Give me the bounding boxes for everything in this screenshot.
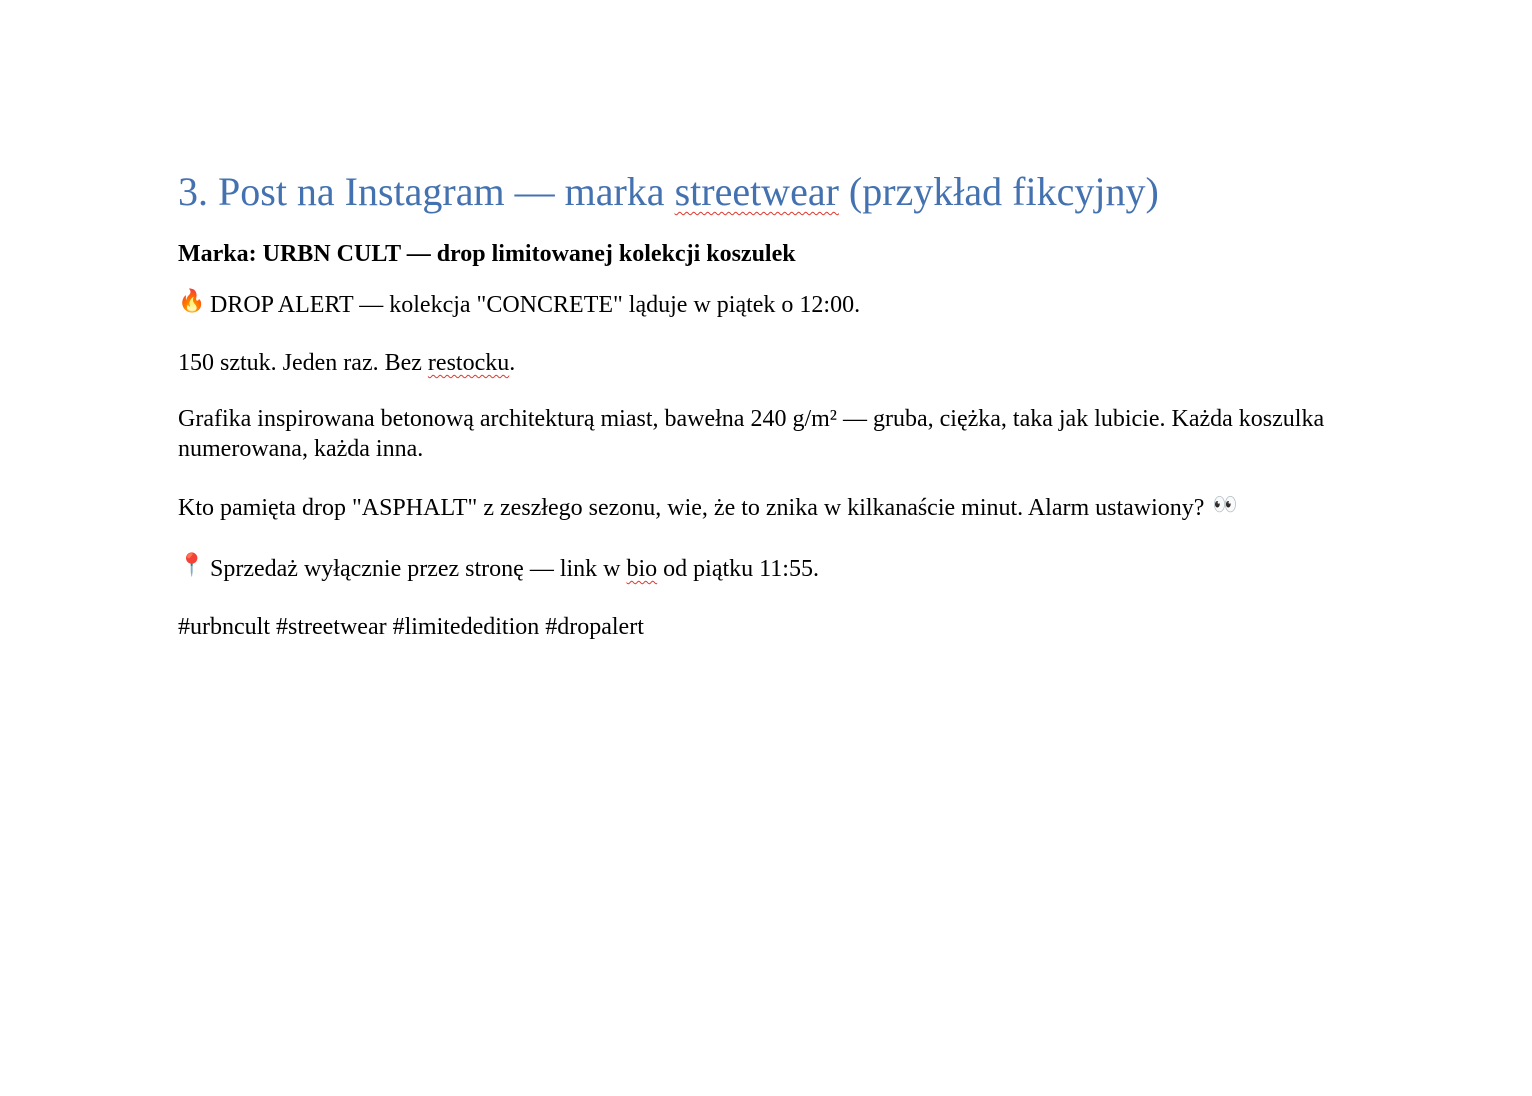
asphalt-text: Kto pamięta drop "ASPHALT" z zeszłego sezonu, wie, że to znika w kilkanaście minut. Alarm ustawiony? [178,495,1211,521]
drop-alert-paragraph [178,290,1358,320]
heading-misspelled-word[interactable]: streetwear [674,169,839,214]
sales-misspelled-word[interactable]: bio [626,556,658,582]
quantity-text-before: 150 sztuk. Jeden raz. Bez [178,350,428,376]
sales-text-before: Sprzedaż wyłącznie przez stronę — link w [204,556,627,582]
pushpin-icon: 📍 [178,553,206,578]
document-page [178,166,1358,642]
section-heading [178,166,1358,218]
drop-alert-text: DROP ALERT — kolekcja "CONCRETE" ląduje w piątek o 12:00. [204,292,861,318]
asphalt-paragraph [178,493,1358,523]
quantity-paragraph [178,348,1358,378]
brand-subheading: Marka: URBN CULT — drop limitowanej kolekcji koszulek [178,241,796,267]
sales-paragraph [178,554,1358,584]
fire-icon: 🔥 [178,289,206,314]
heading-text-before: 3. Post na Instagram — marka [178,169,675,214]
hashtags-paragraph: #urbncult #streetwear #limitededition #dropalert [178,614,644,640]
sales-text-after: od piątku 11:55. [657,556,819,582]
quantity-misspelled-word[interactable]: restocku [427,350,510,376]
heading-text-after: (przykład fikcyjny) [838,169,1159,214]
eyes-icon: 👀 [1212,492,1239,516]
quantity-text-after: . [509,350,516,376]
description-paragraph: Grafika inspirowana betonową architekturą miast, bawełna 240 g/m² — gruba, ciężka, taka jak lubicie. Każda koszulka numerowana, każda inna. [178,406,1325,462]
